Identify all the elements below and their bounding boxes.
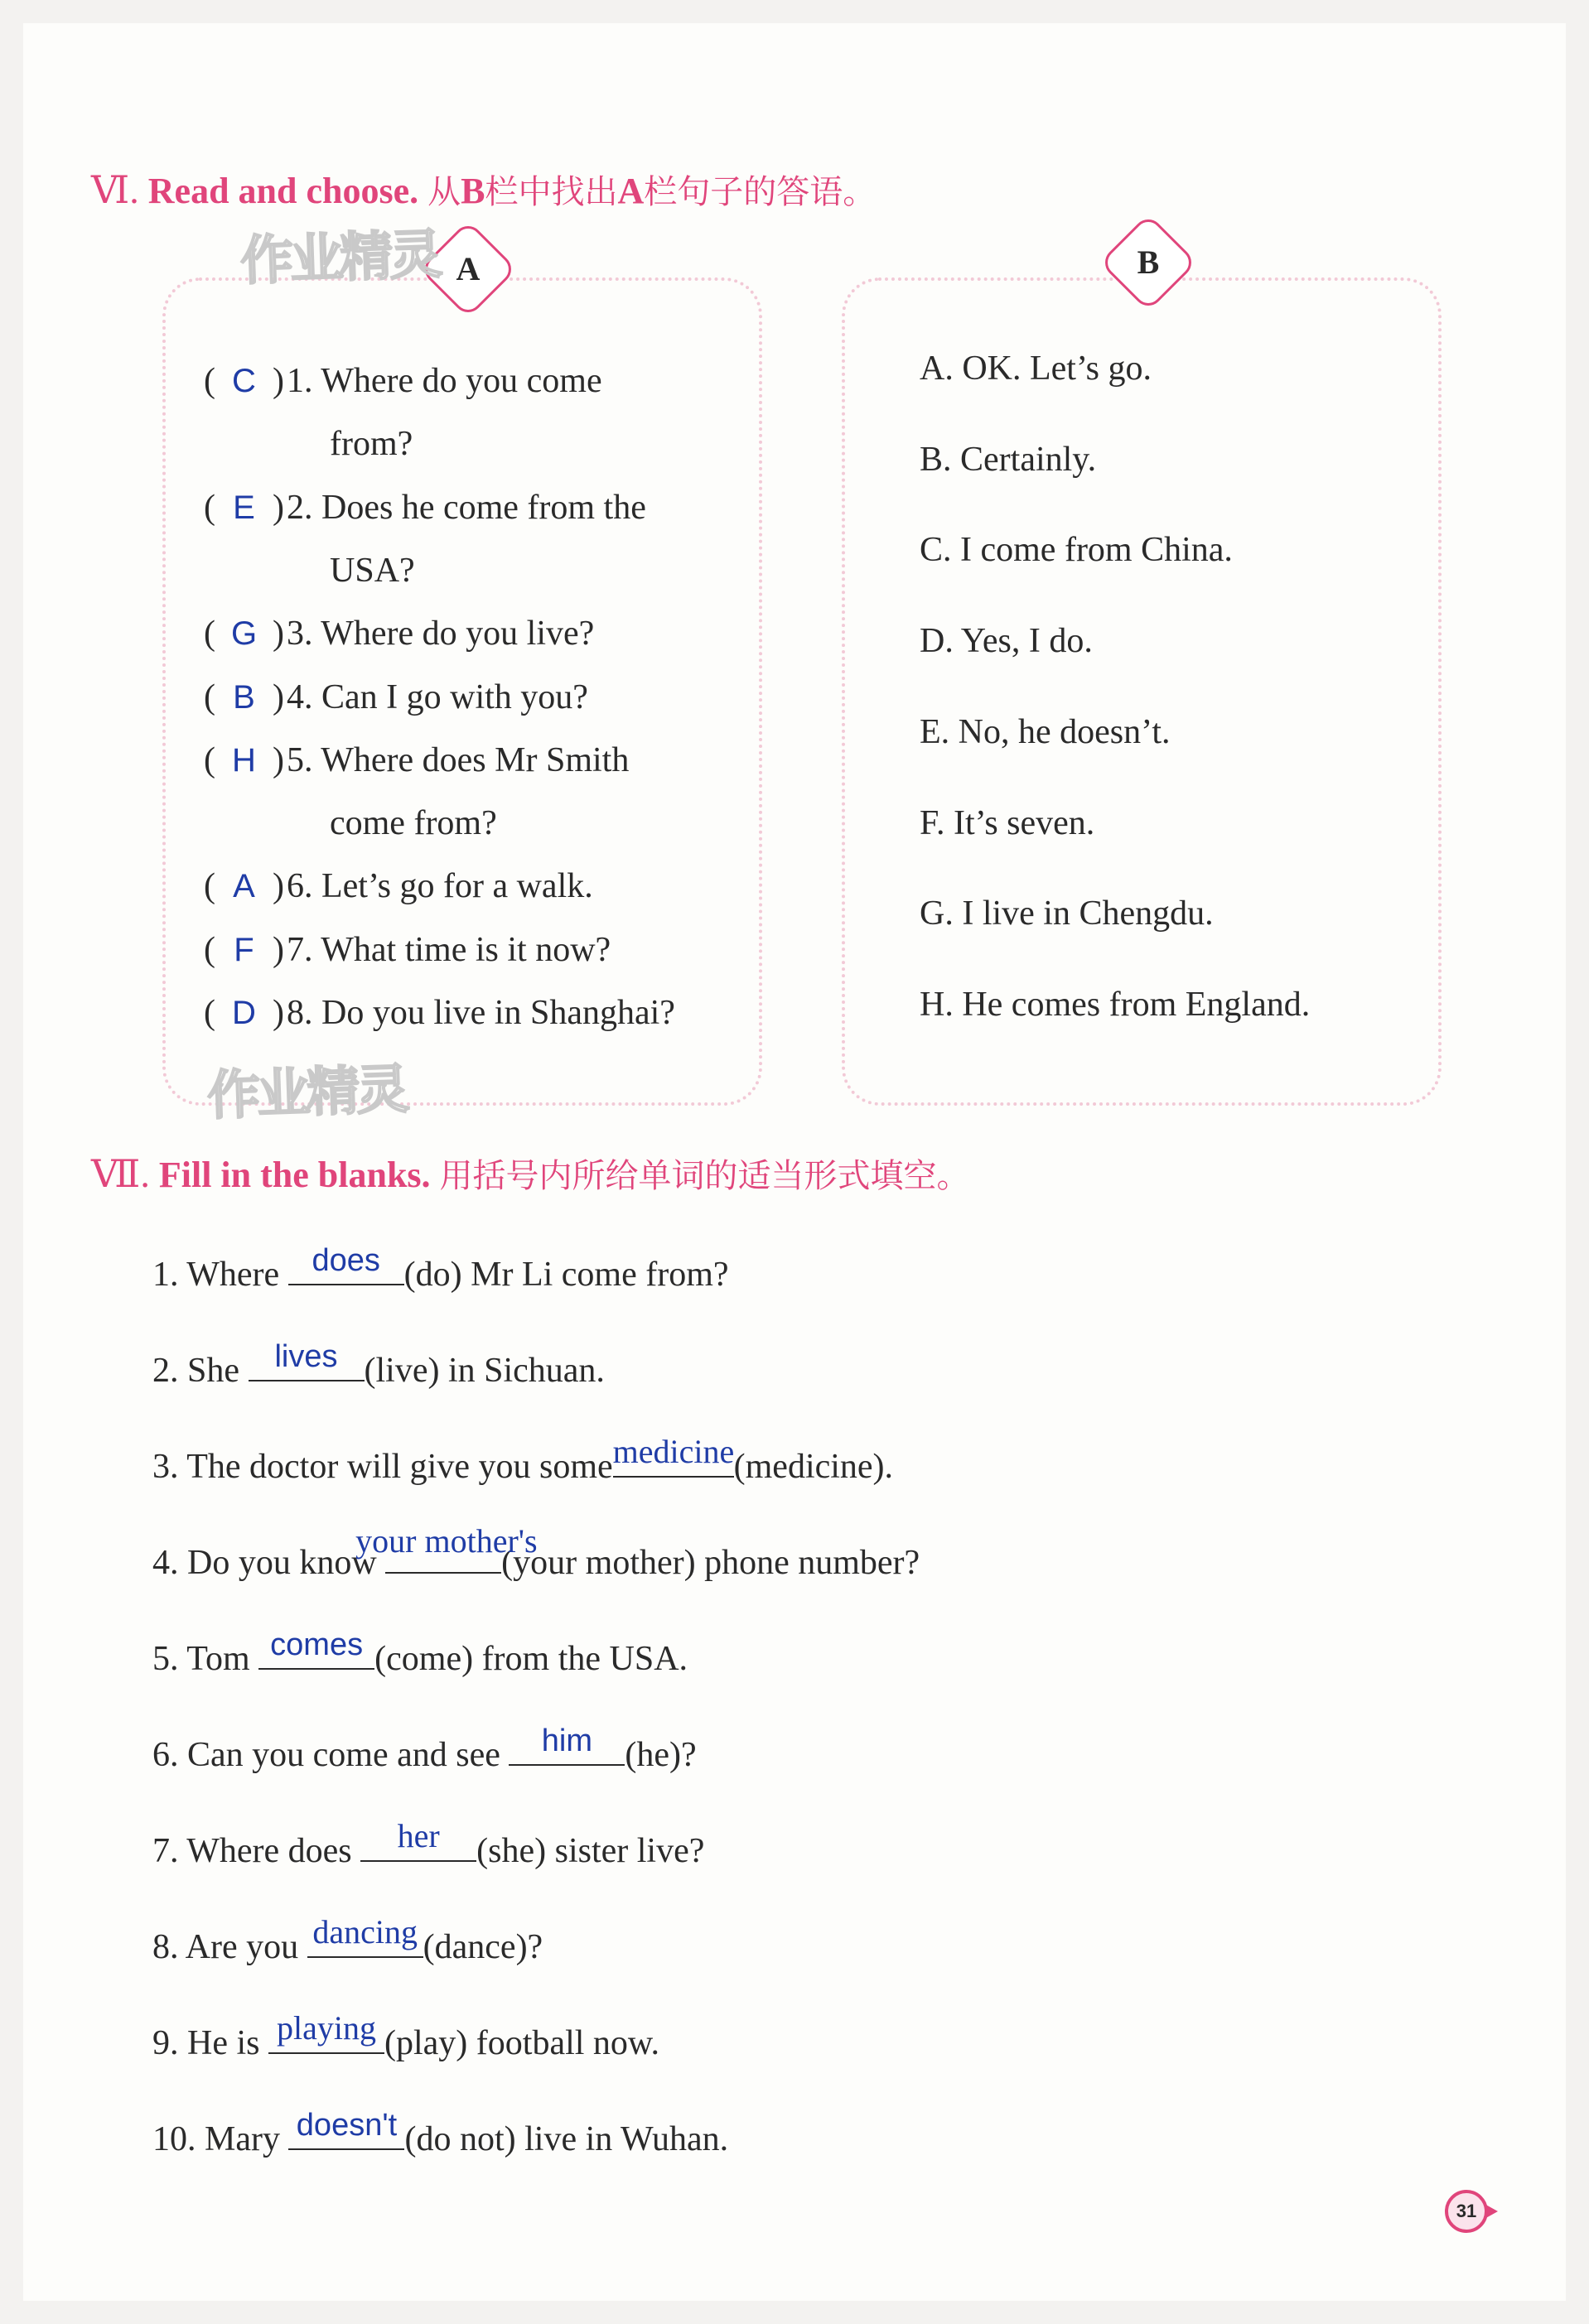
fill-blank — [360, 1817, 476, 1862]
question-row: ( G )3. Where do you live? — [204, 615, 595, 653]
option-f: F. It’s seven. — [920, 804, 1095, 842]
fill-answer: medicine — [612, 1433, 735, 1470]
fill-blank — [249, 1339, 365, 1381]
fill-item — [152, 2108, 729, 2159]
fill-answer: him — [541, 1724, 592, 1758]
section-7-title — [91, 1150, 970, 1197]
fill-blank — [268, 2009, 384, 2054]
fill-answer: comes — [270, 1627, 364, 1662]
column-b-panel — [842, 277, 1442, 1106]
option-e: E. No, he doesn’t. — [920, 713, 1171, 751]
page-number: 31 — [1445, 2190, 1488, 2233]
fill-item — [152, 1724, 697, 1775]
answer-letter: E — [233, 489, 255, 526]
option-b: B. Certainly. — [920, 441, 1097, 479]
question-text: 5. Where does Mr Smith — [287, 741, 630, 779]
fill-answer: doesn't — [296, 2108, 398, 2143]
fill-item-prefix: 6. Can you come and see — [152, 1736, 510, 1774]
question-text: 8. Do you live in Shanghai? — [287, 994, 675, 1032]
question-text: 2. Does he come from the — [287, 489, 646, 527]
fill-item — [152, 1433, 894, 1487]
section-6-number: Ⅵ. — [91, 169, 139, 211]
answer-letter: B — [233, 679, 255, 716]
answer-letter: A — [233, 868, 255, 904]
question-continuation: from? — [330, 425, 413, 463]
workbook-page — [23, 23, 1566, 2301]
fill-item-suffix: (do) Mr Li come from? — [403, 1256, 729, 1294]
fill-item — [152, 1243, 729, 1295]
fill-item-prefix: 1. Where — [152, 1256, 288, 1294]
fill-item-prefix: 8. Are you — [152, 1928, 307, 1966]
fill-item-prefix: 5. Tom — [152, 1640, 259, 1678]
fill-item-prefix: 9. He is — [152, 2024, 268, 2062]
section-6-title-b: B — [461, 171, 485, 211]
fill-blank — [288, 1243, 404, 1285]
question-row: ( E )2. Does he come from the — [204, 489, 646, 527]
option-a: A. OK. Let’s go. — [920, 350, 1152, 388]
section-6-title-zh-1: 从 — [427, 173, 461, 211]
section-6-title-zh-3: 栏句子的答语。 — [644, 173, 877, 211]
question-text: 6. Let’s go for a walk. — [287, 867, 593, 905]
section-6-title-en: Read and choose. — [147, 171, 419, 211]
fill-blank — [509, 1724, 625, 1766]
question-text: 4. Can I go with you? — [287, 678, 588, 716]
watermark-top: 作业精灵 — [239, 224, 441, 293]
question-row: ( D )8. Do you live in Shanghai? — [204, 994, 675, 1032]
fill-item — [152, 1339, 605, 1391]
section-6-title-zh-2: 栏中找出 — [485, 173, 618, 211]
option-c: C. I come from China. — [920, 531, 1233, 569]
fill-answer: dancing — [312, 1913, 418, 1950]
option-g: G. I live in Chengdu. — [920, 894, 1214, 933]
fill-item-suffix: (medicine). — [733, 1448, 894, 1486]
question-text: 1. Where do you come — [287, 362, 602, 400]
fill-item-suffix: (dance)? — [423, 1928, 543, 1966]
fill-item-prefix: 4. Do you know — [152, 1544, 386, 1582]
answer-letter: F — [234, 932, 254, 968]
fill-item — [152, 1627, 688, 1679]
answer-letter: H — [232, 742, 256, 779]
fill-blank — [258, 1627, 374, 1670]
fill-answer: your mother's — [355, 1522, 538, 1560]
fill-blank — [288, 2108, 404, 2150]
section-7-number: Ⅶ. — [91, 1153, 150, 1195]
option-d: D. Yes, I do. — [920, 622, 1093, 660]
fill-answer: lives — [274, 1339, 338, 1374]
question-text: 7. What time is it now? — [287, 931, 611, 969]
fill-answer: playing — [277, 2009, 376, 2047]
fill-item-prefix: 3. The doctor will give you some — [152, 1448, 613, 1486]
column-b-label: B — [1137, 243, 1160, 281]
fill-item-suffix: (she) sister live? — [476, 1832, 705, 1870]
fill-item — [152, 1913, 543, 1967]
fill-item-prefix: 7. Where does — [152, 1832, 361, 1870]
question-row: ( F )7. What time is it now? — [204, 931, 611, 969]
question-continuation: USA? — [330, 552, 415, 590]
section-6-title-a: A — [617, 171, 645, 211]
answer-letter: G — [230, 615, 258, 652]
fill-item-suffix: (play) football now. — [384, 2024, 660, 2062]
fill-item-suffix: (live) in Sichuan. — [364, 1352, 605, 1390]
fill-answer: her — [397, 1817, 440, 1854]
question-text: 3. Where do you live? — [287, 615, 595, 653]
fill-item — [152, 2009, 660, 2063]
section-7-title-zh: 用括号内所给单词的适当形式填空。 — [439, 1157, 970, 1195]
fill-item — [152, 1817, 705, 1871]
question-row: ( H )5. Where does Mr Smith — [204, 741, 630, 779]
fill-item — [152, 1522, 920, 1583]
fill-item-suffix: (do not) live in Wuhan. — [404, 2120, 729, 2158]
question-row: ( A )6. Let’s go for a walk. — [204, 867, 593, 905]
answer-letter: C — [232, 363, 256, 399]
section-6-title — [91, 166, 876, 213]
fill-item-suffix: (your mother) phone number? — [501, 1544, 920, 1582]
column-a-label: A — [456, 250, 481, 287]
fill-item-suffix: (he)? — [625, 1736, 697, 1774]
fill-item-prefix: 10. Mary — [152, 2120, 289, 2158]
question-row: ( B )4. Can I go with you? — [204, 678, 588, 716]
watermark-bottom: 作业精灵 — [205, 1058, 408, 1128]
fill-blank — [612, 1433, 735, 1478]
fill-blank — [307, 1913, 423, 1958]
section-7-title-en: Fill in the blanks. — [158, 1155, 431, 1195]
fill-item-suffix: (come) from the USA. — [374, 1640, 688, 1678]
fill-answer: does — [312, 1243, 380, 1278]
question-continuation: come from? — [330, 804, 497, 842]
answer-letter: D — [232, 995, 256, 1031]
fill-blank — [355, 1522, 538, 1574]
option-h: H. He comes from England. — [920, 986, 1311, 1024]
fill-item-prefix: 2. She — [152, 1352, 249, 1390]
question-row: ( C )1. Where do you come — [204, 362, 602, 400]
